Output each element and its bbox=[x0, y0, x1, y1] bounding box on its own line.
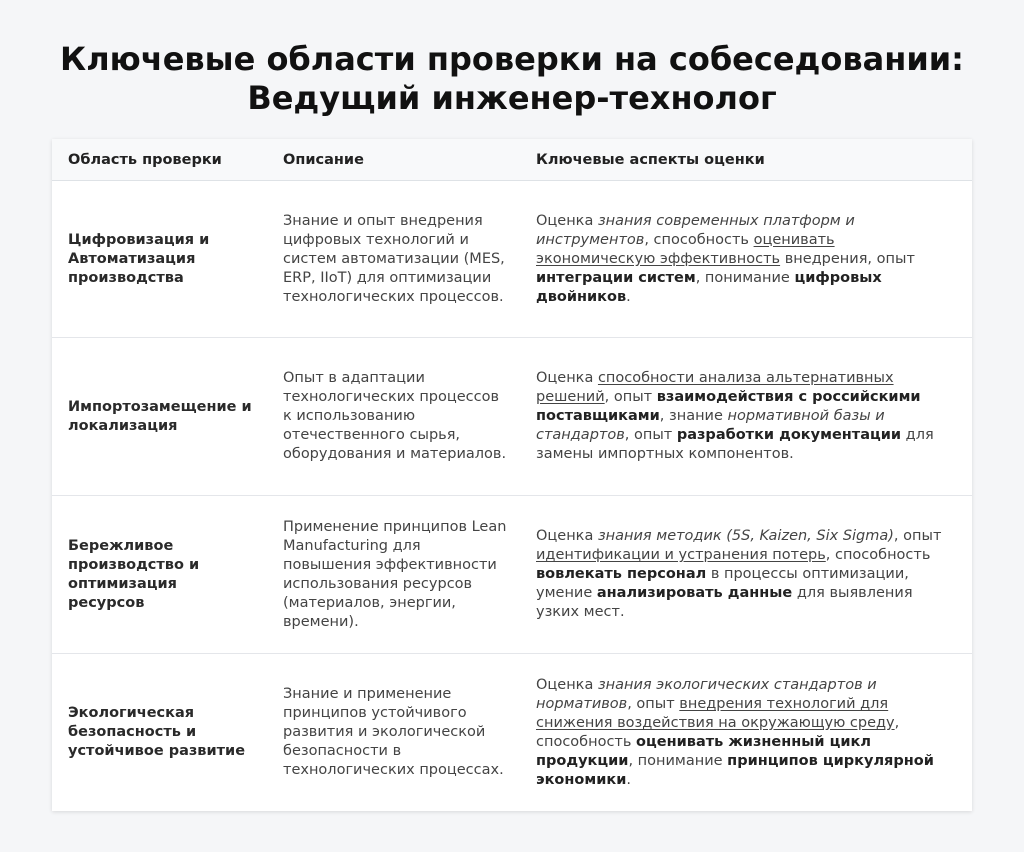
aspect-segment: Оценка bbox=[536, 528, 598, 544]
row-area: Импортозамещение и локализация bbox=[52, 338, 267, 496]
column-header-area: Область проверки bbox=[52, 139, 267, 181]
aspect-segment: . bbox=[626, 288, 631, 305]
aspect-segment: для замены импортных компонентов. bbox=[536, 427, 934, 462]
row-description: Опыт в адаптации технологических процессов к использованию отечественного сырья, оборудования и материалов. bbox=[267, 338, 520, 496]
table-row bbox=[52, 654, 972, 812]
aspect-segment: , понимание bbox=[695, 269, 795, 286]
aspect-segment: , опыт bbox=[624, 427, 677, 443]
aspect-segment: , опыт bbox=[893, 528, 942, 544]
aspect-segment: , понимание bbox=[628, 752, 728, 769]
aspect-segment: , опыт bbox=[627, 695, 680, 712]
evaluation-table bbox=[52, 139, 972, 812]
row-description: Знание и опыт внедрения цифровых технологий и систем автоматизации (MES, ERP, IIoT) для оптимизации технологических процессов. bbox=[267, 181, 520, 338]
row-area: Экологическая безопасность и устойчивое развитие bbox=[68, 705, 246, 760]
aspect-segment: внедрения технологий для снижения воздействия на окружающую среду bbox=[536, 695, 895, 731]
aspect-segment: . bbox=[626, 771, 632, 788]
aspect-segment: Оценка bbox=[536, 676, 598, 693]
aspect-segment: , способность bbox=[536, 714, 900, 750]
aspect-segment: для выявления узких мест. bbox=[536, 585, 913, 620]
row-aspects bbox=[520, 338, 972, 496]
row-description: Знание и применение принципов устойчивого развития и экологической безопасности в технологических процессах. bbox=[283, 686, 504, 779]
aspect-segment: Оценка bbox=[536, 370, 598, 386]
aspect-segment: Оценка bbox=[536, 212, 598, 229]
page-title bbox=[0, 0, 1024, 118]
table-row bbox=[52, 496, 972, 654]
aspect-segment: взаимодействия с российскими поставщиками bbox=[536, 389, 921, 424]
aspect-segment: в процессы оптимизации, умение bbox=[536, 566, 909, 601]
aspect-segment: идентификации и устранения потерь bbox=[536, 547, 826, 563]
page-title-line-1: Ключевые области проверки на собеседовании: bbox=[60, 40, 964, 78]
aspect-segment: , опыт bbox=[604, 389, 657, 405]
row-area: Цифровизация и Автоматизация производства bbox=[52, 181, 267, 338]
table-row bbox=[52, 181, 972, 338]
aspect-segment: цифровых двойников bbox=[536, 269, 882, 305]
row-description: Применение принципов Lean Manufacturing для повышения эффективности использования ресурсов (материалов, энергии, времени). bbox=[267, 496, 520, 654]
aspect-segment: интеграции систем bbox=[536, 269, 696, 286]
aspect-segment: нормативной базы и стандартов bbox=[536, 408, 885, 443]
row-area: Бережливое производство и оптимизация ресурсов bbox=[52, 496, 267, 654]
row-aspects bbox=[520, 181, 972, 338]
page-title-line-2: Ведущий инженер-технолог bbox=[247, 79, 777, 117]
aspect-segment: оценивать жизненный цикл продукции bbox=[536, 733, 871, 769]
table-header-row bbox=[52, 139, 972, 181]
row-aspects bbox=[520, 654, 972, 812]
column-header-description: Описание bbox=[267, 139, 520, 181]
column-header-aspects: Ключевые аспекты оценки bbox=[520, 139, 972, 181]
aspect-segment: вовлекать персонал bbox=[536, 566, 707, 582]
row-aspects bbox=[520, 496, 972, 654]
aspect-segment: анализировать данные bbox=[596, 585, 793, 601]
aspect-segment: , способность bbox=[825, 547, 931, 563]
aspect-segment: , способность bbox=[644, 231, 754, 248]
aspect-segment: , знание bbox=[659, 408, 728, 424]
aspect-segment: знания современных платформ и инструментов bbox=[536, 212, 855, 248]
aspect-segment: знания экологических стандартов и нормативов bbox=[536, 676, 877, 712]
aspect-segment: разработки документации bbox=[676, 427, 902, 443]
aspect-segment: способности анализа альтернативных решений bbox=[536, 370, 894, 405]
aspect-segment: знания методик (5S, Kaizen, Six Sigma) bbox=[597, 528, 894, 544]
aspect-segment: внедрения, опыт bbox=[780, 250, 915, 267]
aspect-segment: оценивать экономическую эффективность bbox=[536, 231, 835, 267]
table-row bbox=[52, 338, 972, 496]
aspect-segment: принципов циркулярной экономики bbox=[536, 752, 934, 788]
table-card bbox=[52, 139, 972, 811]
